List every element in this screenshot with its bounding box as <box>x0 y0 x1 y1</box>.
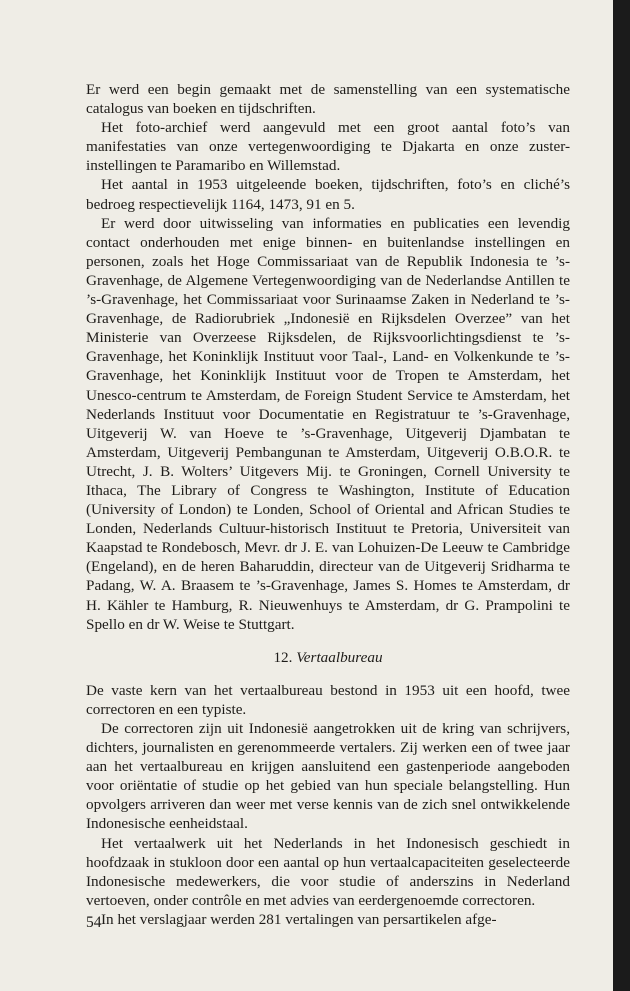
paragraph-uitwisseling: Er werd door uitwisseling van informaties en publicaties een levendig contact onderhouden met enige binnen- en buitenlandse instellingen en personen, zoals het Hoge Commissariaat van de Republik Indonesia te ’s-Gravenhage, de Algemene Vertegenwoordiging van de Nederlandse Antillen te ’s-Gravenhage, het Commissariaat voor Surinaamse Zaken in Nederland te ’s-Gravenhage, de Radiorubriek „Indonesië en Rijksdelen Overzee” van het Ministerie van Overzeese Rijksdelen, de Rijksvoorlichtingsdienst te ’s-Gravenhage, het Koninklijk Instituut voor Taal-, Land- en Volkenkunde te ’s-Gravenhage, het Koninklijk Instituut voor de Tropen te Amsterdam, het Unesco-centrum te Amsterdam, de Foreign Student Service te Amsterdam, het Nederlands Instituut voor Documentatie en Registratuur te ’s-Gravenhage, Uitgeverij W. van Hoeve te ’s-Gravenhage, Uitgeverij Djambatan te Amsterdam, Uitgeverij Pembangunan te Amsterdam, Uitgeverij O.B.O.R. te Utrecht, J. B. Wolters’ Uitgevers Mij. te Groningen, Cornell University te Ithaca, The Library of Congress te Washington, Institute of Education (University of London) te Londen, School of Oriental and African Studies te Londen, Nederlands Cultuur-historisch Instituut te Pretoria, Universiteit van Kaapstad te Rondebosch, Mevr. dr J. E. van Lohuizen-De Leeuw te Cambridge (Engeland), en de heren Baharuddin, directeur van de Uitgeverij Sridharma te Padang, W. A. Braasem te ’s-Gravenhage, James S. Homes te Amsterdam, dr H. Kähler te Hamburg, R. Nieuwenhuys te Amsterdam, dr G. Prampolini te Spello en dr W. Weise te Stuttgart. <box>86 214 570 633</box>
paragraph-verslagjaar: In het verslagjaar werden 281 vertalingen van persartikelen afge- <box>101 910 497 928</box>
section-number: 12. <box>273 648 293 666</box>
page-number: 54 <box>86 914 102 931</box>
scan-edge-border <box>613 0 630 991</box>
paragraph-foto-archief: Het foto-archief werd aangevuld met een groot aantal foto’s van manifestaties van onze vertegenwoordiging te Djakarta en onze zuster-instellingen te Paramaribo en Willemstad. <box>86 119 570 175</box>
section-title: Vertaalbureau <box>296 648 383 666</box>
section-heading <box>86 648 570 667</box>
paragraph-catalogus: Er werd een begin gemaakt met de samenstelling van een systematische catalogus van boeken en tijdschriften. <box>86 81 570 118</box>
paragraph-correctoren: De correctoren zijn uit Indonesië aangetrokken uit de kring van schrijvers, dichters, journalisten en gerenommeerde vertalers. Zij werken een of twee jaar aan het vertaalbureau en krijgen aansluitend een gastenperiode aangeboden voor oriëntatie of studie op het gebied van hun speciale belangstelling. Hun opvolgers arriveren dan weer met verse kennis van de zich snel ontwikkelende Indonesische eenheidstaal. <box>86 720 570 833</box>
paragraph-uitgeleend: Het aantal in 1953 uitgeleende boeken, tijdschriften, foto’s en cliché’s bedroeg respectievelijk 1164, 1473, 91 en 5. <box>86 176 570 213</box>
paragraph-vaste-kern: De vaste kern van het vertaalbureau bestond in 1953 uit een hoofd, twee correctoren en een typiste. <box>86 681 570 718</box>
paragraph-vertaalwerk: Het vertaalwerk uit het Nederlands in het Indonesisch geschiedt in hoofdzaak in stukloon door een aantal op hun vertaalcapaciteiten geselecteerde Indonesische medewerkers, die voor studie of anderszins in Nederland vertoeven, onder contrôle en met advies van eerdergenoemde correctoren. <box>86 834 570 909</box>
page-body <box>86 80 570 929</box>
